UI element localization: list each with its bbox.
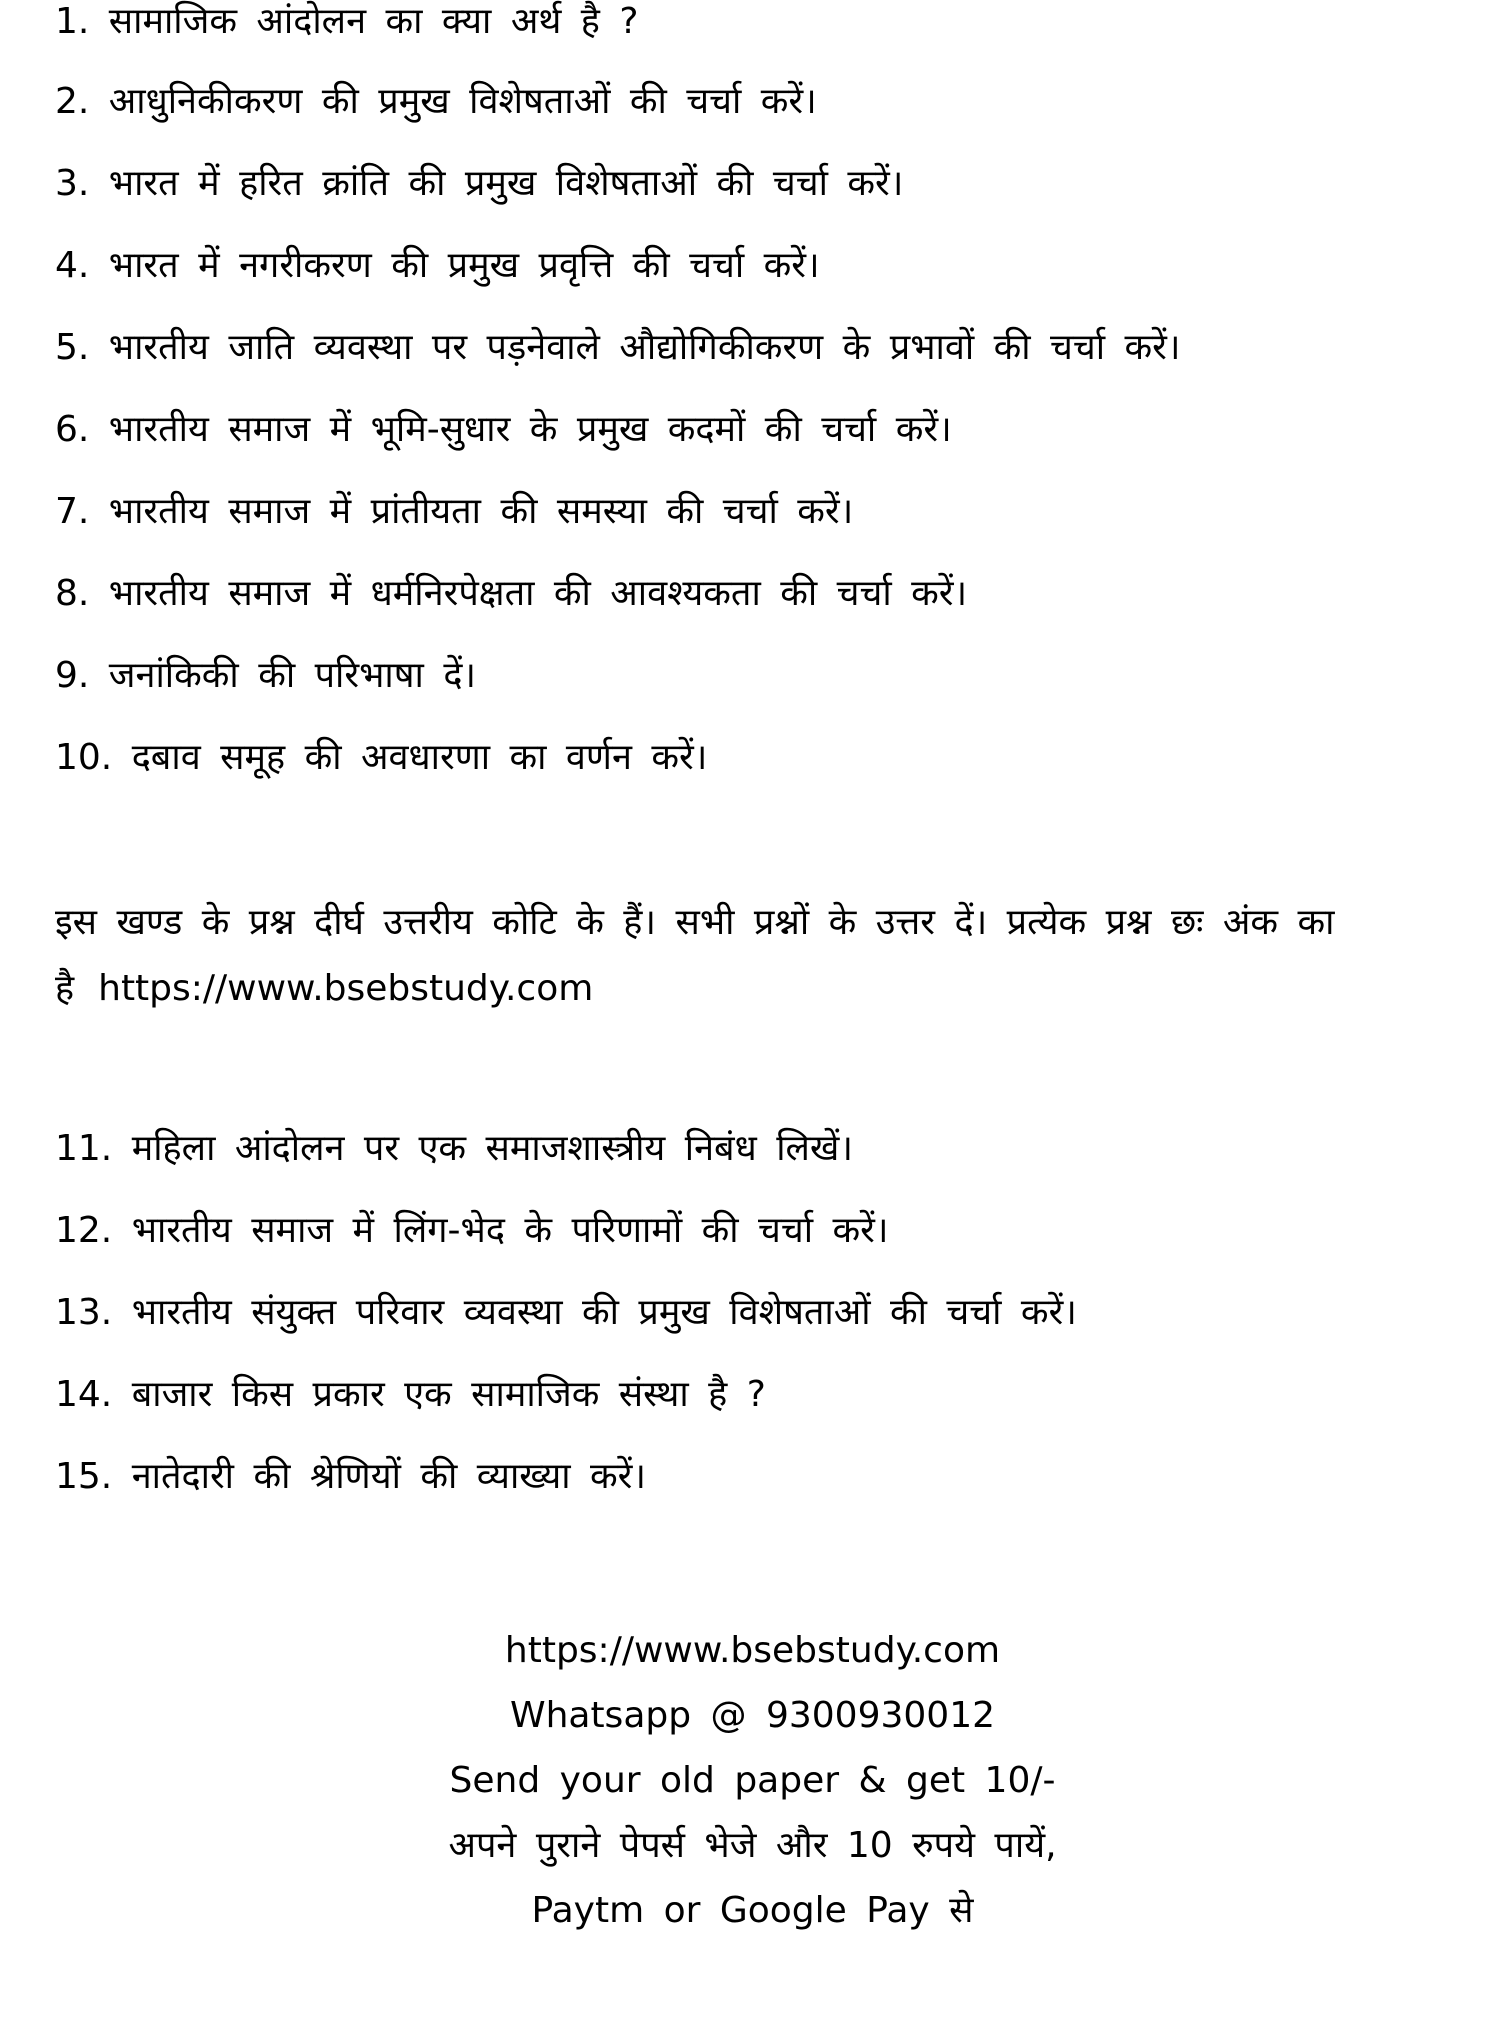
question-10: 10. दबाव समूह की अवधारणा का वर्णन करें। (55, 737, 708, 778)
section-instruction-text: इस खण्ड के प्रश्न दीर्घ उत्तरीय कोटि के हैं। सभी प्रश्नों के उत्तर दें। प्रत्येक प्रश्न छः अंक का है (55, 902, 1335, 1009)
question-9: 9. जनांकिकी की परिभाषा दें। (55, 655, 477, 696)
question-11: 11. महिला आंदोलन पर एक समाजशास्त्रीय निबंध लिखें। (55, 1128, 854, 1169)
question-14: 14. बाजार किस प्रकार एक सामाजिक संस्था है ? (55, 1374, 766, 1415)
footer-payment: Paytm or Google Pay से (531, 1890, 974, 1931)
footer-offer-hindi: अपने पुराने पेपर्स भेजे और 10 रुपये पायें, (448, 1825, 1057, 1866)
question-1: 1. सामाजिक आंदोलन का क्या अर्थ है ? (55, 1, 639, 42)
question-8: 8. भारतीय समाज में धर्मनिरपेक्षता की आवश्यकता की चर्चा करें। (55, 573, 968, 614)
question-12: 12. भारतीय समाज में लिंग-भेद के परिणामों की चर्चा करें। (55, 1210, 889, 1251)
question-5: 5. भारतीय जाति व्यवस्था पर पड़नेवाले औद्योगिकीकरण के प्रभावों की चर्चा करें। (55, 327, 1181, 368)
footer-url[interactable]: https://www.bsebstudy.com (504, 1630, 1001, 1671)
footer-offer-english: Send your old paper & get 10/- (449, 1760, 1056, 1801)
section-instruction-url[interactable]: https://www.bsebstudy.com (98, 968, 594, 1009)
question-6: 6. भारतीय समाज में भूमि-सुधार के प्रमुख कदमों की चर्चा करें। (55, 409, 952, 450)
section-instruction (55, 890, 1455, 1022)
question-4: 4. भारत में नगरीकरण की प्रमुख प्रवृत्ति की चर्चा करें। (55, 245, 820, 286)
question-15: 15. नातेदारी की श्रेणियों की व्याख्या करें। (55, 1456, 647, 1497)
question-2: 2. आधुनिकीकरण की प्रमुख विशेषताओं की चर्चा करें। (55, 81, 817, 122)
question-3: 3. भारत में हरित क्रांति की प्रमुख विशेषताओं की चर्चा करें। (55, 163, 904, 204)
question-13: 13. भारतीय संयुक्त परिवार व्यवस्था की प्रमुख विशेषताओं की चर्चा करें। (55, 1292, 1077, 1333)
footer-whatsapp: Whatsapp @ 9300930012 (509, 1695, 996, 1736)
footer-promo (0, 1618, 1505, 1943)
question-7: 7. भारतीय समाज में प्रांतीयता की समस्या की चर्चा करें। (55, 491, 854, 532)
